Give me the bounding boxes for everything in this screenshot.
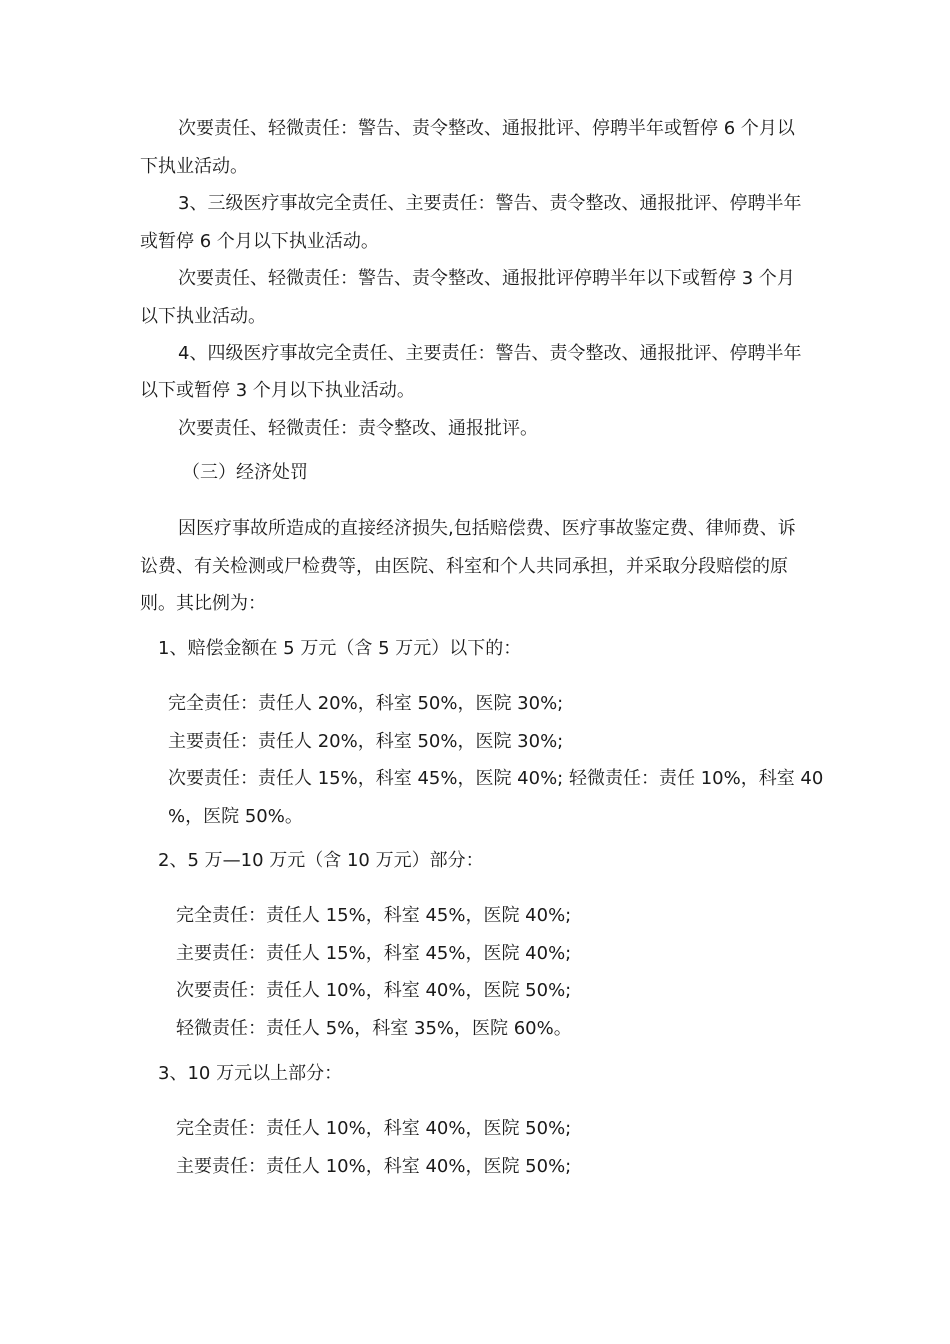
paragraph-line: 次要责任、轻微责任：警告、责令整改、通报批评停聘半年以下或暂停 3 个月 [178, 268, 795, 289]
paragraph-line: 下执业活动。 [140, 156, 248, 177]
ratio-line: 完全责任：责任人 10%，科室 40%，医院 50%; [176, 1118, 572, 1139]
paragraph-line: 以下执业活动。 [140, 306, 266, 327]
paragraph-line: 3、三级医疗事故完全责任、主要责任：警告、责令整改、通报批评、停聘半年 [178, 193, 802, 214]
ratio-line: 次要责任：责任人 10%，科室 40%，医院 50%; [176, 980, 572, 1001]
section-heading: （三）经济处罚 [182, 462, 308, 483]
paragraph-line: 次要责任、轻微责任：责令整改、通报批评。 [178, 418, 538, 439]
list-heading: 3、10 万元以上部分： [158, 1063, 343, 1084]
ratio-line: 主要责任：责任人 20%，科室 50%，医院 30%; [168, 731, 564, 752]
ratio-line: 完全责任：责任人 15%，科室 45%，医院 40%; [176, 905, 572, 926]
ratio-line: %，医院 50%。 [168, 806, 303, 827]
paragraph-line: 4、四级医疗事故完全责任、主要责任：警告、责令整改、通报批评、停聘半年 [178, 343, 802, 364]
ratio-line: 主要责任：责任人 15%，科室 45%，医院 40%; [176, 943, 572, 964]
list-heading: 1、赔偿金额在 5 万元（含 5 万元）以下的： [158, 638, 522, 659]
ratio-line: 次要责任：责任人 15%，科室 45%，医院 40%; 轻微责任：责任 10%，科室 40 [168, 768, 824, 789]
paragraph-line: 次要责任、轻微责任：警告、责令整改、通报批评、停聘半年或暂停 6 个月以 [178, 118, 795, 139]
paragraph-line: 或暂停 6 个月以下执业活动。 [140, 231, 379, 252]
list-heading: 2、5 万—10 万元（含 10 万元）部分： [158, 850, 484, 871]
ratio-line: 完全责任：责任人 20%，科室 50%，医院 30%; [168, 693, 564, 714]
paragraph-line: 以下或暂停 3 个月以下执业活动。 [140, 380, 415, 401]
paragraph-line: 因医疗事故所造成的直接经济损失,包括赔偿费、医疗事故鉴定费、律师费、诉 [178, 518, 796, 539]
ratio-line: 主要责任：责任人 10%，科室 40%，医院 50%; [176, 1156, 572, 1177]
paragraph-line: 讼费、有关检测或尸检费等，由医院、科室和个人共同承担，并采取分段赔偿的原 [140, 556, 788, 577]
ratio-line: 轻微责任：责任人 5%，科室 35%，医院 60%。 [176, 1018, 572, 1039]
paragraph-line: 则。其比例为： [140, 593, 266, 614]
